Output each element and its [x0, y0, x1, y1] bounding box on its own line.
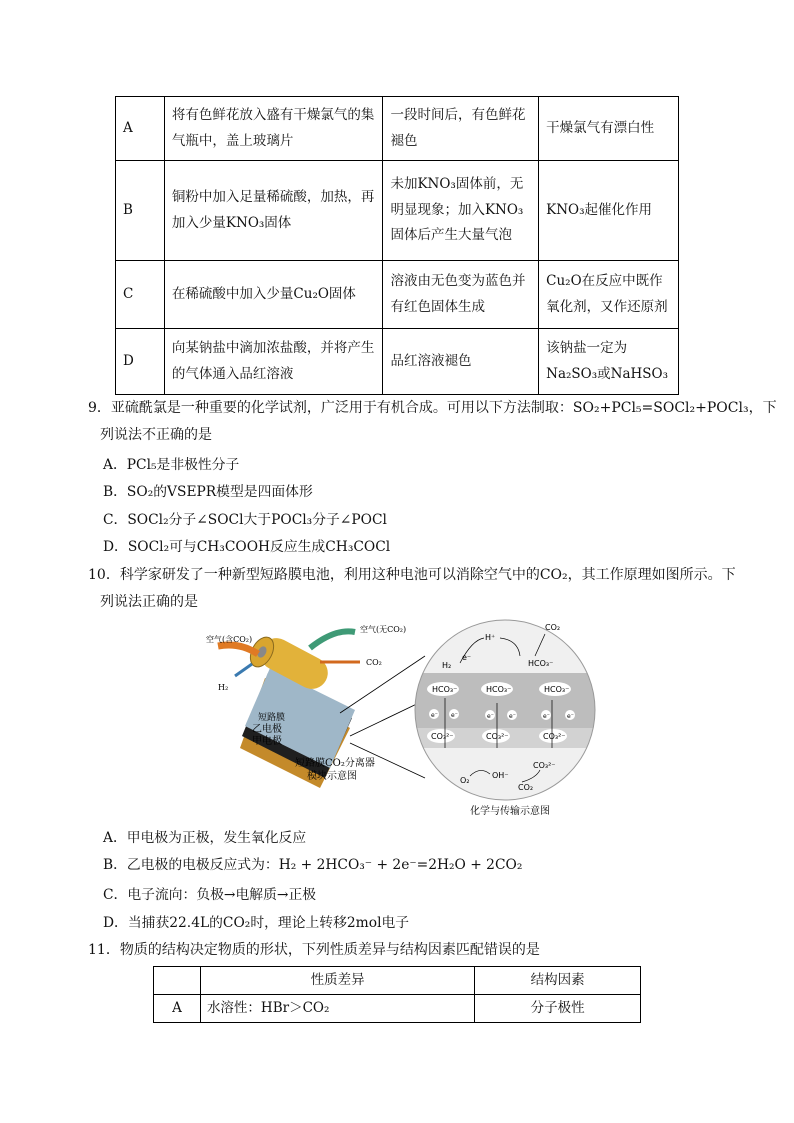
- phenomenon-cell: 未加KNO₃固体前，无明显现象；加入KNO₃固体后产生大量气泡: [383, 161, 539, 261]
- q11-stem: 11．物质的结构决定物质的形状，下列性质差异与结构因素匹配错误的是: [88, 942, 540, 958]
- q9-option-c: C．SOCl₂分子∠SOCl大于POCl₃分子∠POCl: [103, 512, 387, 528]
- operation-cell: 将有色鲜花放入盛有干燥氯气的集气瓶中，盖上玻璃片: [164, 97, 383, 161]
- h2-label: H₂: [218, 683, 229, 692]
- q10-stem-line1: 10．科学家研发了一种新型短路膜电池，利用这种电池可以消除空气中的CO₂，其工作原理如图所示。下: [88, 567, 736, 583]
- caption-left-2: 模块示意图: [307, 771, 357, 782]
- table-row: [116, 261, 679, 329]
- air-out-arrow: [310, 631, 355, 648]
- svg-text:CO₃²⁻: CO₃²⁻: [543, 732, 566, 741]
- svg-text:HCO₃⁻: HCO₃⁻: [544, 685, 570, 694]
- header-blank: [154, 967, 201, 995]
- table-row: [116, 161, 679, 261]
- header-property: 性质差异: [200, 967, 474, 995]
- h2-arrow: [235, 664, 252, 676]
- structure-cell: 分子极性: [475, 994, 641, 1022]
- table-row: [154, 994, 641, 1022]
- q9-stem-line2: 列说法不正确的是: [100, 427, 212, 443]
- layer-2-label: 乙电极: [252, 724, 282, 735]
- q10-stem-line2: 列说法正确的是: [100, 594, 198, 610]
- co2-label: CO₂: [366, 658, 382, 667]
- svg-text:e⁻: e⁻: [487, 713, 494, 720]
- co2-top-label: CO₂: [545, 623, 561, 632]
- q9-option-a: A．PCl₅是非极性分子: [103, 457, 240, 473]
- caption-left-1: 短路膜CO₂分离器: [295, 758, 375, 769]
- conclusion-cell: KNO₃起催化作用: [539, 161, 679, 261]
- layer-3-label: 甲电极: [252, 736, 282, 747]
- experiment-table: [115, 96, 679, 395]
- svg-text:HCO₃⁻: HCO₃⁻: [486, 685, 512, 694]
- oh-label: OH⁻: [492, 771, 509, 780]
- q9-option-b: B．SO₂的VSEPR模型是四面体形: [103, 484, 313, 500]
- hco3-top-label: HCO₃⁻: [528, 659, 554, 668]
- operation-cell: 在稀硫酸中加入少量Cu₂O固体: [164, 261, 383, 329]
- operation-cell: 向某钠盐中滴加浓盐酸，并将产生的气体通入品红溶液: [164, 329, 383, 395]
- air-in-arrow: [218, 645, 258, 654]
- row-label: C: [116, 261, 165, 329]
- q9-stem-line1: 9．亚硫酰氯是一种重要的化学试剂，广泛用于有机合成。可用以下方法制取：SO₂+PCl₅=SOCl₂+POCl₃，下: [88, 400, 777, 416]
- zoom-line: [340, 656, 425, 713]
- table-header-row: [154, 967, 641, 995]
- hco3-row: [427, 682, 571, 696]
- phenomenon-cell: 品红溶液褪色: [383, 329, 539, 395]
- h2-right-label: H₂: [442, 661, 452, 670]
- row-label: A: [154, 994, 201, 1022]
- svg-text:CO₃²⁻: CO₃²⁻: [486, 732, 509, 741]
- e-label: e⁻: [462, 653, 472, 662]
- svg-text:e⁻: e⁻: [431, 712, 438, 719]
- svg-text:e⁻: e⁻: [451, 712, 458, 719]
- row-label: A: [116, 97, 165, 161]
- cell-diagram: [200, 618, 600, 820]
- air-out-label: 空气(无CO₂): [360, 625, 407, 634]
- co3-bottom-label: CO₃²⁻: [533, 761, 556, 770]
- svg-text:HCO₃⁻: HCO₃⁻: [432, 685, 458, 694]
- conclusion-cell: Cu₂O在反应中既作氧化剂，又作还原剂: [539, 261, 679, 329]
- row-label: D: [116, 329, 165, 395]
- q10-option-a: A．甲电极为正极，发生氧化反应: [103, 830, 307, 846]
- air-in-label: 空气(含CO₂): [206, 635, 253, 644]
- phenomenon-cell: 溶液由无色变为蓝色并有红色固体生成: [383, 261, 539, 329]
- property-table: [153, 966, 641, 1023]
- q10-option-d: D．当捕获22.4L的CO₂时，理论上转移2mol电子: [103, 915, 410, 931]
- property-cell: 水溶性：HBr＞CO₂: [200, 994, 474, 1022]
- conclusion-cell: 干燥氯气有漂白性: [539, 97, 679, 161]
- svg-text:e⁻: e⁻: [543, 713, 550, 720]
- layer-1-label: 短路膜: [258, 713, 286, 723]
- svg-text:e⁻: e⁻: [509, 713, 516, 720]
- table-row: [116, 329, 679, 395]
- row-label: B: [116, 161, 165, 261]
- zoom-line: [350, 700, 425, 736]
- hplus-label: H⁺: [485, 633, 496, 642]
- caption-right: 化学与传输示意图: [470, 806, 550, 817]
- svg-text:CO₃²⁻: CO₃²⁻: [431, 732, 454, 741]
- q10-option-b: B．乙电极的电极反应式为：H₂ + 2HCO₃⁻ + 2e⁻=2H₂O + 2CO₂: [103, 857, 523, 873]
- header-structure: 结构因素: [475, 967, 641, 995]
- phenomenon-cell: 一段时间后，有色鲜花褪色: [383, 97, 539, 161]
- q9-option-d: D．SOCl₂可与CH₃COOH反应生成CH₃COCl: [103, 539, 391, 555]
- table-row: [116, 97, 679, 161]
- co2-bottom-label: CO₂: [518, 783, 534, 792]
- svg-text:e⁻: e⁻: [567, 713, 574, 720]
- o2-label: O₂: [460, 776, 470, 785]
- conclusion-cell: 该钠盐一定为Na₂SO₃或NaHSO₃: [539, 329, 679, 395]
- operation-cell: 铜粉中加入足量稀硫酸，加热，再加入少量KNO₃固体: [164, 161, 383, 261]
- q10-option-c: C．电子流向：负极→电解质→正极: [103, 887, 317, 903]
